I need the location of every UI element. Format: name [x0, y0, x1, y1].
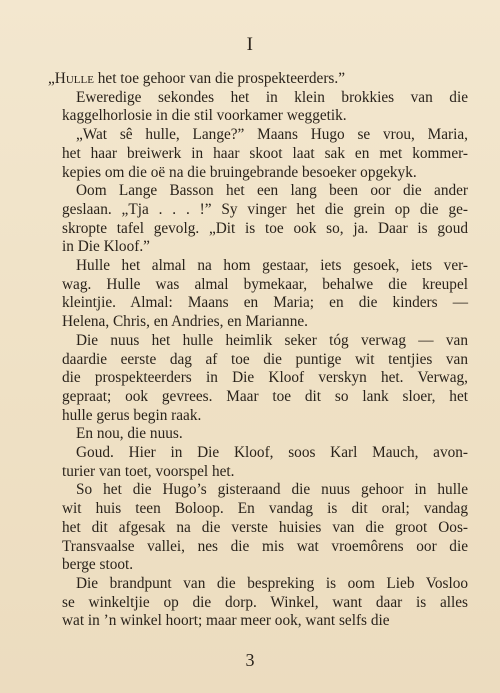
paragraph: [48, 425, 468, 444]
paragraph: [48, 182, 468, 257]
text-line: „Wat sê hulle, Lange?” Maans Hugo se vrou, Maria,: [76, 126, 468, 144]
paragraph: [48, 126, 468, 182]
text-line: gepraat; ook gevrees. Maar toe dit so lank sloer, het: [62, 387, 468, 405]
text-line: Eweredige sekondes het in klein brokkies van die: [76, 88, 468, 106]
text-line: daardie eerste dag af toe die puntige wit tentjies van: [62, 350, 468, 368]
text-line: Die brandpunt van die bespreking is oom Lieb Vosloo: [76, 574, 468, 592]
text-line: So het die Hugo’s gisteraand die nuus gehoor in hulle: [76, 481, 468, 499]
paragraph: [48, 481, 468, 575]
paragraph: [48, 444, 468, 481]
text-line: kleintjie. Almal: Maans en Maria; en die kinders —: [62, 294, 468, 312]
text-line: die prospekteerders in Die Kloof verskyn het. Verwag,: [62, 369, 468, 387]
text-line: berge stoot.: [62, 556, 134, 574]
text-line: skropte tafel gevolg. „Dit is toe ook so, ja. Daar is goud: [62, 219, 468, 237]
paragraph: [48, 70, 468, 89]
page-number: 3: [245, 650, 255, 670]
text-line: se winkeltjie op die dorp. Winkel, want daar is alles: [62, 593, 468, 611]
chapter-heading: I: [246, 34, 254, 55]
text-line: Hulle het almal na hom gestaar, iets gesoek, iets ver-: [76, 257, 468, 275]
body-text: [48, 70, 468, 631]
text-line: het dit afgesak na die verste huisies van die groot Oos-: [62, 518, 468, 536]
text-line: En nou, die nuus.: [76, 425, 183, 443]
text-line: turier van toet, voorspel het.: [62, 462, 235, 480]
paragraph: [48, 332, 468, 426]
text-line: Transvaalse vallei, nes die mis wat vroemôrens oor die: [62, 537, 468, 555]
text-line: Helena, Chris, en Andries, en Marianne.: [62, 313, 308, 331]
paragraph: [48, 575, 468, 631]
text-line: in Die Kloof.”: [62, 238, 150, 256]
text-line: kaggelhorlosie in die stil voorkamer weggetik.: [62, 107, 347, 125]
text-line: wag. Hulle was almal bymekaar, behalwe die kreupel: [62, 275, 468, 293]
text-line: wat in ’n winkel hoort; maar meer ook, want selfs die: [62, 612, 390, 630]
text-line: hulle gerus begin raak.: [62, 406, 202, 424]
text-line: geslaan. „Tja . . . !” Sy vinger het die grein op die ge-: [62, 200, 468, 218]
text-line: kepies om die oë na die bruingebrande besoeker opgekyk.: [62, 163, 417, 181]
text-line: „Hulle het toe gehoor van die prospekteerders.”: [48, 70, 345, 87]
text-line: Oom Lange Basson het een lang been oor die ander: [76, 182, 468, 200]
paragraph: [48, 89, 468, 126]
text-line: wit huis teen Boloop. En vandag is dit oral; vandag: [62, 500, 468, 518]
text-line: Die nuus het hulle heimlik seker tóg verwag — van: [76, 331, 468, 349]
text-line: Goud. Hier in Die Kloof, soos Karl Mauch, avon-: [76, 444, 468, 462]
text-line: het haar breiwerk in haar skoot laat sak en met kommer-: [62, 144, 468, 162]
paragraph: [48, 257, 468, 332]
